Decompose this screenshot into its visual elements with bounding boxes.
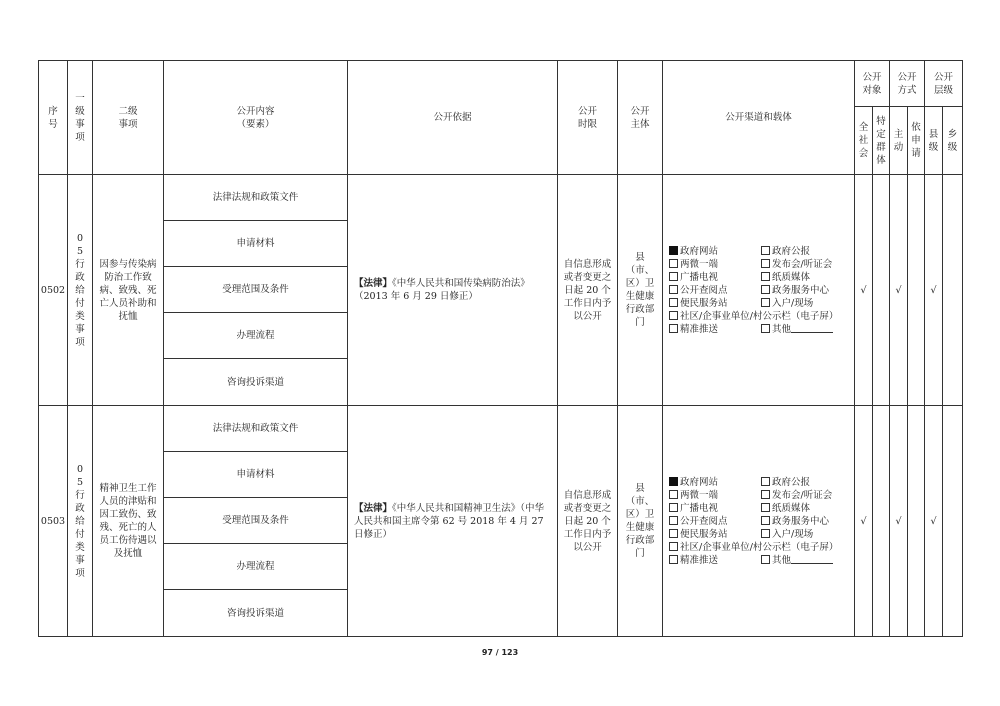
header-subject: 公开 主体 — [618, 61, 663, 175]
element-item: 办理流程 — [164, 544, 348, 590]
channel-item: 政府公报 — [761, 476, 861, 489]
checkbox-icon — [761, 298, 770, 307]
check-township — [943, 406, 963, 637]
check-all-society: √ — [855, 406, 873, 637]
check-on-request — [908, 175, 925, 406]
row-period: 自信息形成或者变更之日起 20 个工作日内予以公开 — [558, 175, 618, 406]
checkbox-icon — [761, 259, 770, 268]
row-id: 0503 — [39, 406, 68, 637]
element-item: 受理范围及条件 — [164, 498, 348, 544]
page-number: 97 / 123 — [481, 648, 519, 657]
row-channels — [663, 406, 855, 637]
channel-item: 便民服务站 — [669, 297, 761, 310]
channel-item: 纸质媒体 — [761, 502, 861, 515]
header-township: 乡级 — [943, 107, 963, 175]
element-item: 咨询投诉渠道 — [164, 590, 348, 637]
header-proactive: 主动 — [890, 107, 908, 175]
checkbox-icon — [761, 503, 770, 512]
channel-item: 入户/现场 — [761, 528, 861, 541]
channel-item: 公开查阅点 — [669, 515, 761, 528]
checkbox-icon — [761, 272, 770, 281]
row-level1: 05行政给付类事项 — [68, 406, 93, 637]
channel-item: 政府公报 — [761, 245, 861, 258]
element-item: 法律法规和政策文件 — [164, 406, 348, 452]
row-level2: 因参与传染病防治工作致病、致残、死亡人员补助和抚恤 — [93, 175, 164, 406]
checkbox-icon — [669, 285, 678, 294]
checkbox-icon — [761, 285, 770, 294]
checkbox-icon — [669, 503, 678, 512]
channel-item: 广播电视 — [669, 271, 761, 284]
row-period: 自信息形成或者变更之日起 20 个工作日内予以公开 — [558, 406, 618, 637]
checkbox-icon — [669, 529, 678, 538]
element-item: 咨询投诉渠道 — [164, 359, 348, 406]
header-on-request: 依申请 — [908, 107, 925, 175]
checkbox-icon — [761, 529, 770, 538]
header-seq: 序号 — [39, 61, 68, 175]
checkbox-checked-icon — [669, 246, 678, 255]
channel-item: 纸质媒体 — [761, 271, 861, 284]
channel-item: 入户/现场 — [761, 297, 861, 310]
row-channels — [663, 175, 855, 406]
channel-item: 社区/企事业单位/村公示栏（电子屏） — [669, 541, 861, 554]
checkbox-icon — [761, 516, 770, 525]
check-proactive: √ — [890, 406, 908, 637]
channel-item: 精准推送 — [669, 323, 761, 336]
channel-item: 政务服务中心 — [761, 515, 861, 528]
check-on-request — [908, 406, 925, 637]
channel-item: 发布会/听证会 — [761, 258, 861, 271]
checkbox-icon — [761, 555, 770, 564]
check-specific-group — [873, 175, 890, 406]
element-item: 申请材料 — [164, 221, 348, 267]
channel-item: 便民服务站 — [669, 528, 761, 541]
check-township — [943, 175, 963, 406]
checkbox-checked-icon — [669, 477, 678, 486]
checkbox-icon — [669, 259, 678, 268]
checkbox-icon — [761, 324, 770, 333]
element-item: 受理范围及条件 — [164, 267, 348, 313]
row-subject: 县（市、区）卫生健康行政部门 — [618, 175, 663, 406]
check-all-society: √ — [855, 175, 873, 406]
header-channel: 公开渠道和载体 — [663, 61, 855, 175]
channel-item: 公开查阅点 — [669, 284, 761, 297]
checkbox-icon — [669, 324, 678, 333]
checkbox-icon — [761, 477, 770, 486]
check-specific-group — [873, 406, 890, 637]
checkbox-icon — [669, 311, 678, 320]
row-basis: 【法律】《中华人民共和国传染病防治法》（2013 年 6 月 29 日修正） — [348, 175, 558, 406]
channel-item: 其他 — [761, 554, 861, 567]
check-proactive: √ — [890, 175, 908, 406]
channel-item: 政府网站 — [669, 245, 761, 258]
header-content: 公开内容 （要素） — [164, 61, 348, 175]
element-item: 办理流程 — [164, 313, 348, 359]
channel-item: 其他 — [761, 323, 861, 336]
element-item: 申请材料 — [164, 452, 348, 498]
row-level1: 05行政给付类事项 — [68, 175, 93, 406]
channel-item: 广播电视 — [669, 502, 761, 515]
header-method: 公开 方式 — [890, 61, 925, 107]
checkbox-icon — [669, 555, 678, 564]
checkbox-icon — [669, 516, 678, 525]
header-specific-group: 特定群体 — [873, 107, 890, 175]
checkbox-icon — [669, 490, 678, 499]
header-period: 公开 时限 — [558, 61, 618, 175]
element-item: 法律法规和政策文件 — [164, 175, 348, 221]
row-id: 0502 — [39, 175, 68, 406]
checkbox-icon — [761, 490, 770, 499]
header-county: 县级 — [925, 107, 943, 175]
channel-item: 发布会/听证会 — [761, 489, 861, 502]
checkbox-icon — [761, 246, 770, 255]
row-subject: 县（市、区）卫生健康行政部门 — [618, 406, 663, 637]
header-all-society: 全社会 — [855, 107, 873, 175]
disclosure-table — [38, 60, 963, 637]
check-county: √ — [925, 406, 943, 637]
channel-item: 两微一端 — [669, 489, 761, 502]
header-level: 公开 层级 — [925, 61, 963, 107]
channel-item: 政府网站 — [669, 476, 761, 489]
checkbox-icon — [669, 272, 678, 281]
channel-item: 社区/企事业单位/村公示栏（电子屏） — [669, 310, 861, 323]
header-level1: 一级事项 — [68, 61, 93, 175]
check-county: √ — [925, 175, 943, 406]
checkbox-icon — [669, 542, 678, 551]
header-level2: 二级 事项 — [93, 61, 164, 175]
row-basis: 【法律】《中华人民共和国精神卫生法》（中华人民共和国主席令第 62 号 2018 年 4 月 27 日修正） — [348, 406, 558, 637]
row-level2: 精神卫生工作人员的津贴和因工致伤、致残、死亡的人员工伤待遇以及抚恤 — [93, 406, 164, 637]
channel-item: 政务服务中心 — [761, 284, 861, 297]
header-basis: 公开依据 — [348, 61, 558, 175]
checkbox-icon — [669, 298, 678, 307]
channel-item: 精准推送 — [669, 554, 761, 567]
header-target: 公开 对象 — [855, 61, 890, 107]
channel-item: 两微一端 — [669, 258, 761, 271]
